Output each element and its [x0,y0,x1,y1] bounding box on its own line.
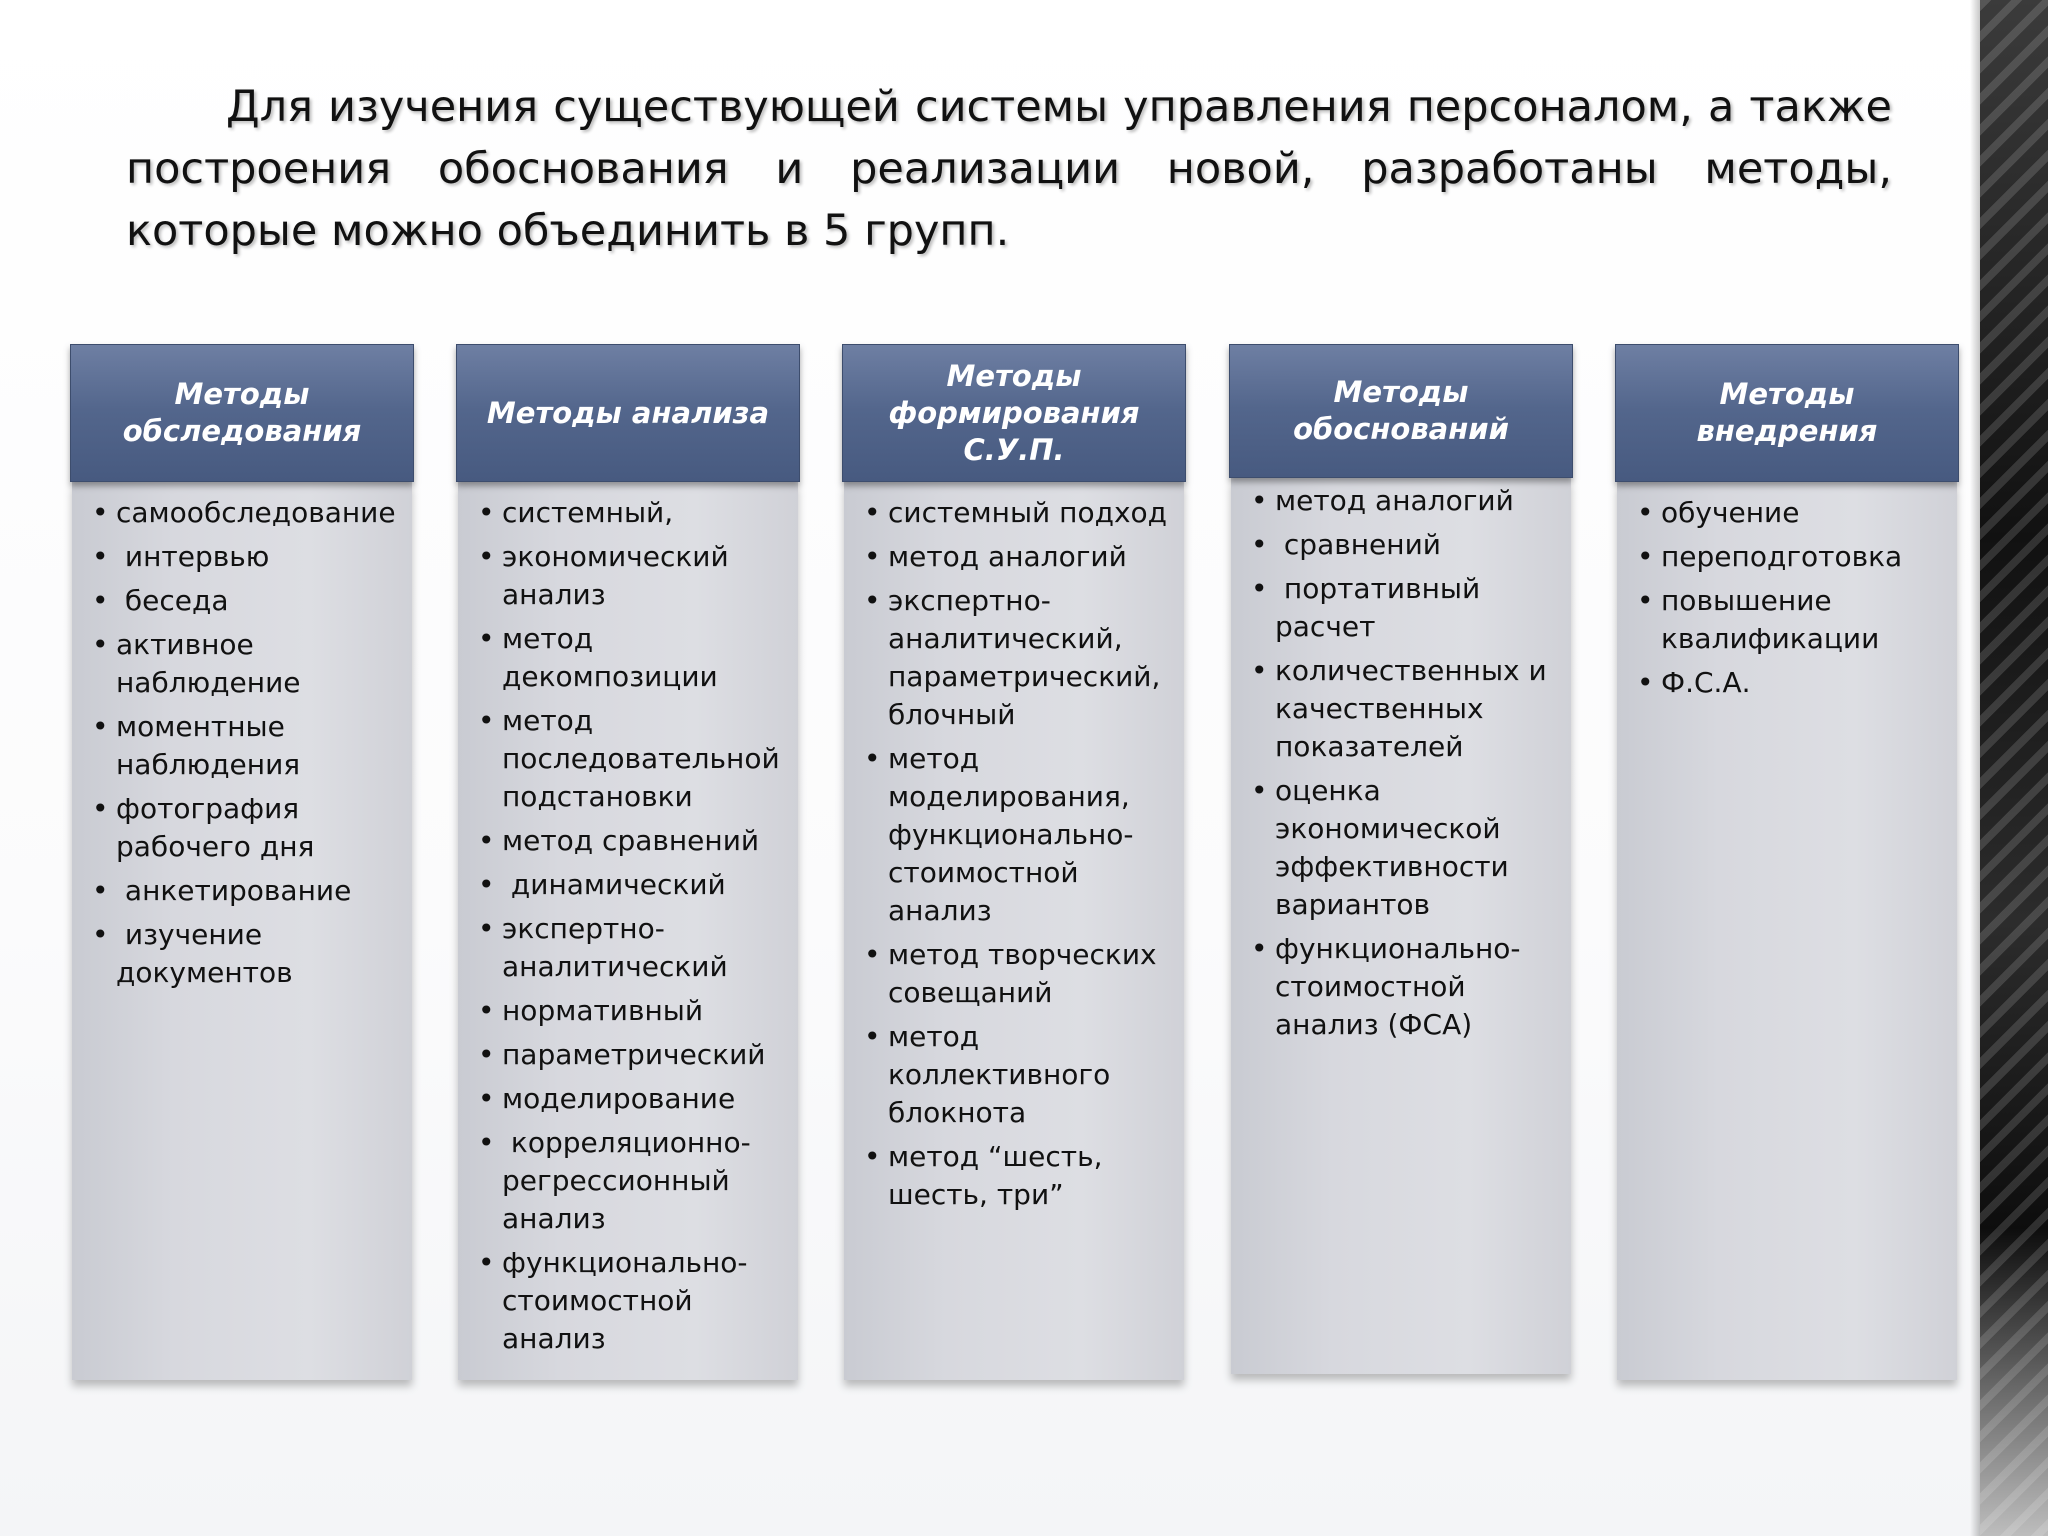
group-body [72,482,412,1380]
method-text: метод моделирования, функционально-стоимостной анализ [888,742,1139,927]
method-item [1231,772,1561,924]
method-text: количественных и качественных показателей [1275,654,1556,763]
method-list [458,482,798,1358]
bullet-icon: • [478,912,495,945]
method-list [1617,482,1957,702]
method-text: портативный расчет [1275,572,1490,643]
method-text: изучение документов [116,918,293,989]
method-item [458,494,788,532]
bullet-icon: • [92,540,109,573]
method-text: Ф.С.А. [1661,666,1751,699]
method-text: функционально-стоимостной анализ [502,1246,748,1355]
group-title: Методы обоснований [1293,375,1509,446]
group-implementation-methods [1615,344,1959,1380]
group-header [842,344,1186,482]
method-item [458,910,788,986]
bullet-icon: • [864,1020,881,1053]
method-text: динамический [502,868,726,901]
method-item [458,1036,788,1074]
method-item [458,822,788,860]
method-item [1231,570,1561,646]
group-title: Методы формирования С.У.П. [888,358,1140,467]
method-item [844,1138,1174,1214]
method-text: интервью [116,540,270,573]
method-item [844,740,1174,930]
method-text: анкетирование [116,874,352,907]
method-groups [70,344,1960,1384]
method-item [1617,494,1947,532]
group-justification-methods [1229,344,1573,1374]
bullet-icon: • [92,584,109,617]
method-item [844,1018,1174,1132]
method-item [1617,582,1947,658]
group-body [458,482,798,1380]
bullet-icon: • [1637,666,1654,699]
group-body [1617,482,1957,1380]
method-item [458,538,788,614]
intro-paragraph: Для изучения существующей системы управления персоналом, а также построения обоснования и реализации новой, разработаны методы, которые можно объединить в 5 групп. [126,82,1892,256]
bullet-icon: • [864,496,881,529]
method-item [458,702,788,816]
group-formation-methods [842,344,1186,1380]
method-text: метод “шесть, шесть, три” [888,1140,1112,1211]
method-text: системный подход [888,496,1168,529]
method-item [72,494,402,532]
method-text: самообследование [116,496,396,529]
bullet-icon: • [1637,496,1654,529]
method-item [458,620,788,696]
method-text: активное наблюдение [116,628,301,699]
bullet-icon: • [478,704,495,737]
method-text: беседа [116,584,229,617]
bullet-icon: • [1637,584,1654,617]
bullet-icon: • [1251,774,1268,807]
bullet-icon: • [864,584,881,617]
bullet-icon: • [478,824,495,857]
method-text: метод последовательной подстановки [502,704,789,813]
method-list [844,482,1184,1214]
method-item [844,494,1174,532]
method-text: моментные наблюдения [116,710,301,781]
method-item [458,992,788,1030]
bullet-icon: • [92,496,109,529]
group-analysis-methods [456,344,800,1380]
method-item [72,626,402,702]
bullet-icon: • [1251,572,1268,605]
bullet-icon: • [478,868,495,901]
method-text: нормативный [502,994,704,1027]
method-text: метод коллективного блокнота [888,1020,1120,1129]
right-edge-shadow [1970,0,1980,1536]
method-item [72,582,402,620]
method-item [458,1080,788,1118]
method-text: системный, [502,496,674,529]
group-header [1229,344,1573,478]
bullet-icon: • [1251,484,1268,517]
method-item [72,916,402,992]
method-item [844,936,1174,1012]
bullet-icon: • [478,1082,495,1115]
bullet-icon: • [92,792,109,825]
group-header [1615,344,1959,482]
method-text: корреляционно-регрессионный анализ [502,1126,751,1235]
bullet-icon: • [478,1246,495,1279]
method-text: сравнений [1275,528,1441,561]
method-list [1231,478,1571,1044]
method-item [844,582,1174,734]
decorative-right-stripe [1980,0,2048,1536]
bullet-icon: • [478,1126,495,1159]
method-item [72,872,402,910]
method-item [1231,482,1561,520]
bullet-icon: • [92,874,109,907]
method-text: обучение [1661,496,1800,529]
method-item [1617,538,1947,576]
method-text: экспертно-аналитический [502,912,728,983]
bullet-icon: • [1251,932,1268,965]
method-text: метод аналогий [1275,484,1514,517]
method-text: метод творческих совещаний [888,938,1166,1009]
method-item [458,1124,788,1238]
bullet-icon: • [92,918,109,951]
group-body [1231,478,1571,1374]
method-item [1231,930,1561,1044]
bullet-icon: • [864,742,881,775]
method-item [844,538,1174,576]
method-item [72,790,402,866]
method-item [1231,652,1561,766]
group-title: Методы анализа [486,395,770,430]
method-text: моделирование [502,1082,736,1115]
bullet-icon: • [478,496,495,529]
method-item [458,866,788,904]
group-header [456,344,800,482]
method-text: повышение квалификации [1661,584,1880,655]
method-text: функционально-стоимостной анализ (ФСА) [1275,932,1521,1041]
method-text: оценка экономической эффективности вариантов [1275,774,1518,921]
method-text: фотография рабочего дня [116,792,315,863]
group-title: Методы обследования [122,377,362,448]
bullet-icon: • [478,1038,495,1071]
method-item [72,538,402,576]
bullet-icon: • [478,994,495,1027]
group-body [844,482,1184,1380]
bullet-icon: • [1251,528,1268,561]
bullet-icon: • [478,540,495,573]
bullet-icon: • [1251,654,1268,687]
group-survey-methods [70,344,414,1380]
method-item [458,1244,788,1358]
method-item [1617,664,1947,702]
group-header [70,344,414,482]
bullet-icon: • [1637,540,1654,573]
group-title: Методы внедрения [1696,377,1878,448]
method-text: экспертно-аналитический, параметрический, блочный [888,584,1170,731]
bullet-icon: • [92,628,109,661]
method-text: метод аналогий [888,540,1127,573]
bullet-icon: • [478,622,495,655]
method-list [72,482,412,992]
bullet-icon: • [864,1140,881,1173]
bullet-icon: • [92,710,109,743]
method-item [72,708,402,784]
bullet-icon: • [864,938,881,971]
method-text: параметрический [502,1038,766,1071]
method-item [1231,526,1561,564]
method-text: экономический анализ [502,540,738,611]
method-text: метод сравнений [502,824,760,857]
bullet-icon: • [864,540,881,573]
method-text: метод декомпозиции [502,622,718,693]
method-text: переподготовка [1661,540,1903,573]
